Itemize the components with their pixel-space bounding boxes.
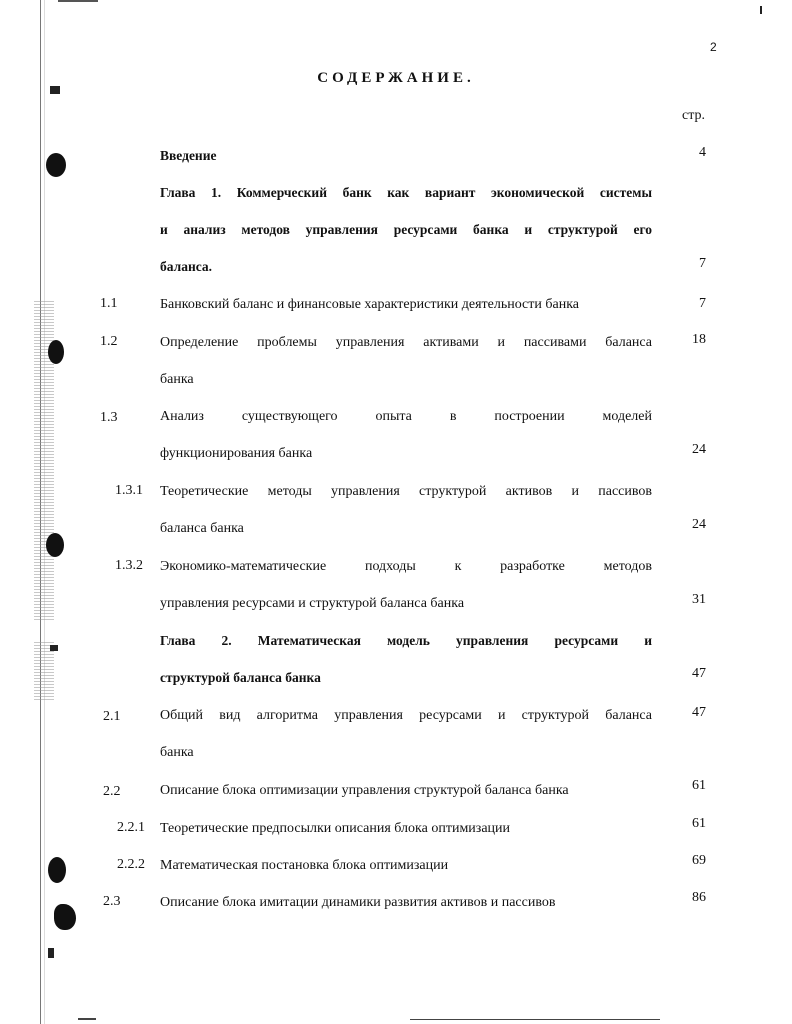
toc-entry-title (160, 772, 652, 809)
page-title: СОДЕРЖАНИЕ. (317, 70, 475, 86)
punch-hole (48, 857, 66, 883)
toc-entry-line: и анализ методов управления ресурсами банка и структурой его (160, 222, 652, 237)
scan-speck (48, 948, 54, 958)
toc-entry-line: банка (160, 372, 194, 387)
toc-entry-title (160, 884, 652, 921)
toc-entry-line: Глава 2. Математическая модель управления ресурсами и (160, 633, 652, 648)
scan-speck (50, 86, 60, 94)
toc-entry-line: баланса. (160, 259, 213, 274)
toc-entry-line: Теоретические методы управления структурой активов и пассивов (160, 484, 652, 499)
toc-entry-line: Глава 1. Коммерческий банк как вариант экономической системы (160, 185, 652, 200)
toc-entry-page: 47 (692, 666, 706, 681)
toc-entry-page: 69 (692, 853, 706, 868)
toc-entry-number: 2.1 (103, 709, 121, 724)
toc-entry-title (160, 174, 652, 285)
toc-entry-title (160, 622, 652, 696)
toc-entry-number: 2.2.2 (117, 857, 145, 872)
scan-artifact-top (58, 0, 98, 2)
punch-hole (48, 340, 64, 364)
toc-entry-line: Теоретические предпосылки описания блока оптимизации (160, 821, 511, 836)
toc-entry-number: 2.2.1 (117, 820, 145, 835)
toc-entry-page: 4 (699, 145, 706, 160)
toc-entry-page: 7 (699, 256, 706, 271)
toc-entry-line: управления ресурсами и структурой баланса банка (160, 596, 465, 611)
toc-entry-title (160, 473, 652, 547)
toc-entry-number: 1.1 (100, 296, 118, 311)
toc-entry-title (160, 286, 652, 323)
toc-entry-line: Общий вид алгоритма управления ресурсами и структурой баланса (160, 708, 652, 723)
toc-entry-page: 47 (692, 705, 706, 720)
toc-entry-page: 24 (692, 442, 706, 457)
toc-entry-line: Описание блока имитации динамики развития активов и пассивов (160, 895, 556, 910)
toc-entry-line: структурой баланса банка (160, 670, 321, 685)
toc-entry-number: 2.2 (103, 784, 121, 799)
toc-entry-title (160, 548, 652, 622)
toc-entry-line: Описание блока оптимизации управления структурой баланса банка (160, 783, 569, 798)
toc-entry-line: Анализ существующего опыта в построении моделей (160, 409, 652, 424)
toc-entry-page: 61 (692, 816, 706, 831)
toc-entry-title (160, 847, 652, 884)
scan-speck (50, 645, 58, 651)
toc-entry-page: 18 (692, 332, 706, 347)
toc-entry-number: 1.3.1 (115, 483, 143, 498)
toc-entry-line: Математическая постановка блока оптимизации (160, 858, 449, 873)
toc-entry-page: 24 (692, 517, 706, 532)
toc-entry-title (160, 810, 652, 847)
toc-entry-title (160, 697, 652, 771)
page-column-label: стр. (682, 108, 706, 123)
toc-entry-number: 1.3 (100, 410, 118, 425)
toc-entry-page: 31 (692, 592, 706, 607)
toc-entry-number: 2.3 (103, 894, 121, 909)
punch-hole (54, 904, 76, 930)
toc-entry-number: 1.2 (100, 334, 118, 349)
punch-hole (46, 153, 66, 177)
toc-entry-page: 61 (692, 778, 706, 793)
toc-entry-line: Введение (160, 148, 217, 163)
page-number: 2 (710, 40, 717, 54)
toc-entry-title (160, 398, 652, 472)
toc-entry-title (160, 324, 652, 398)
toc-entry-title (160, 137, 652, 174)
toc-entry-line: функционирования банка (160, 446, 313, 461)
punch-hole (46, 533, 64, 557)
scan-artifact-bottom (410, 1019, 660, 1020)
toc-entry-line: Определение проблемы управления активами и пассивами баланса (160, 335, 652, 350)
toc-entry-line: баланса банка (160, 521, 244, 536)
toc-entry-line: банка (160, 745, 194, 760)
scan-artifact-bottom (78, 1018, 96, 1020)
toc-entry-line: Экономико-математические подходы к разработке методов (160, 559, 652, 574)
toc-entry-page: 7 (699, 296, 706, 311)
toc-entry-page: 86 (692, 890, 706, 905)
toc-entry-line: Банковский баланс и финансовые характеристики деятельности банка (160, 297, 580, 312)
scan-speck (760, 6, 762, 14)
toc-entry-number: 1.3.2 (115, 558, 143, 573)
